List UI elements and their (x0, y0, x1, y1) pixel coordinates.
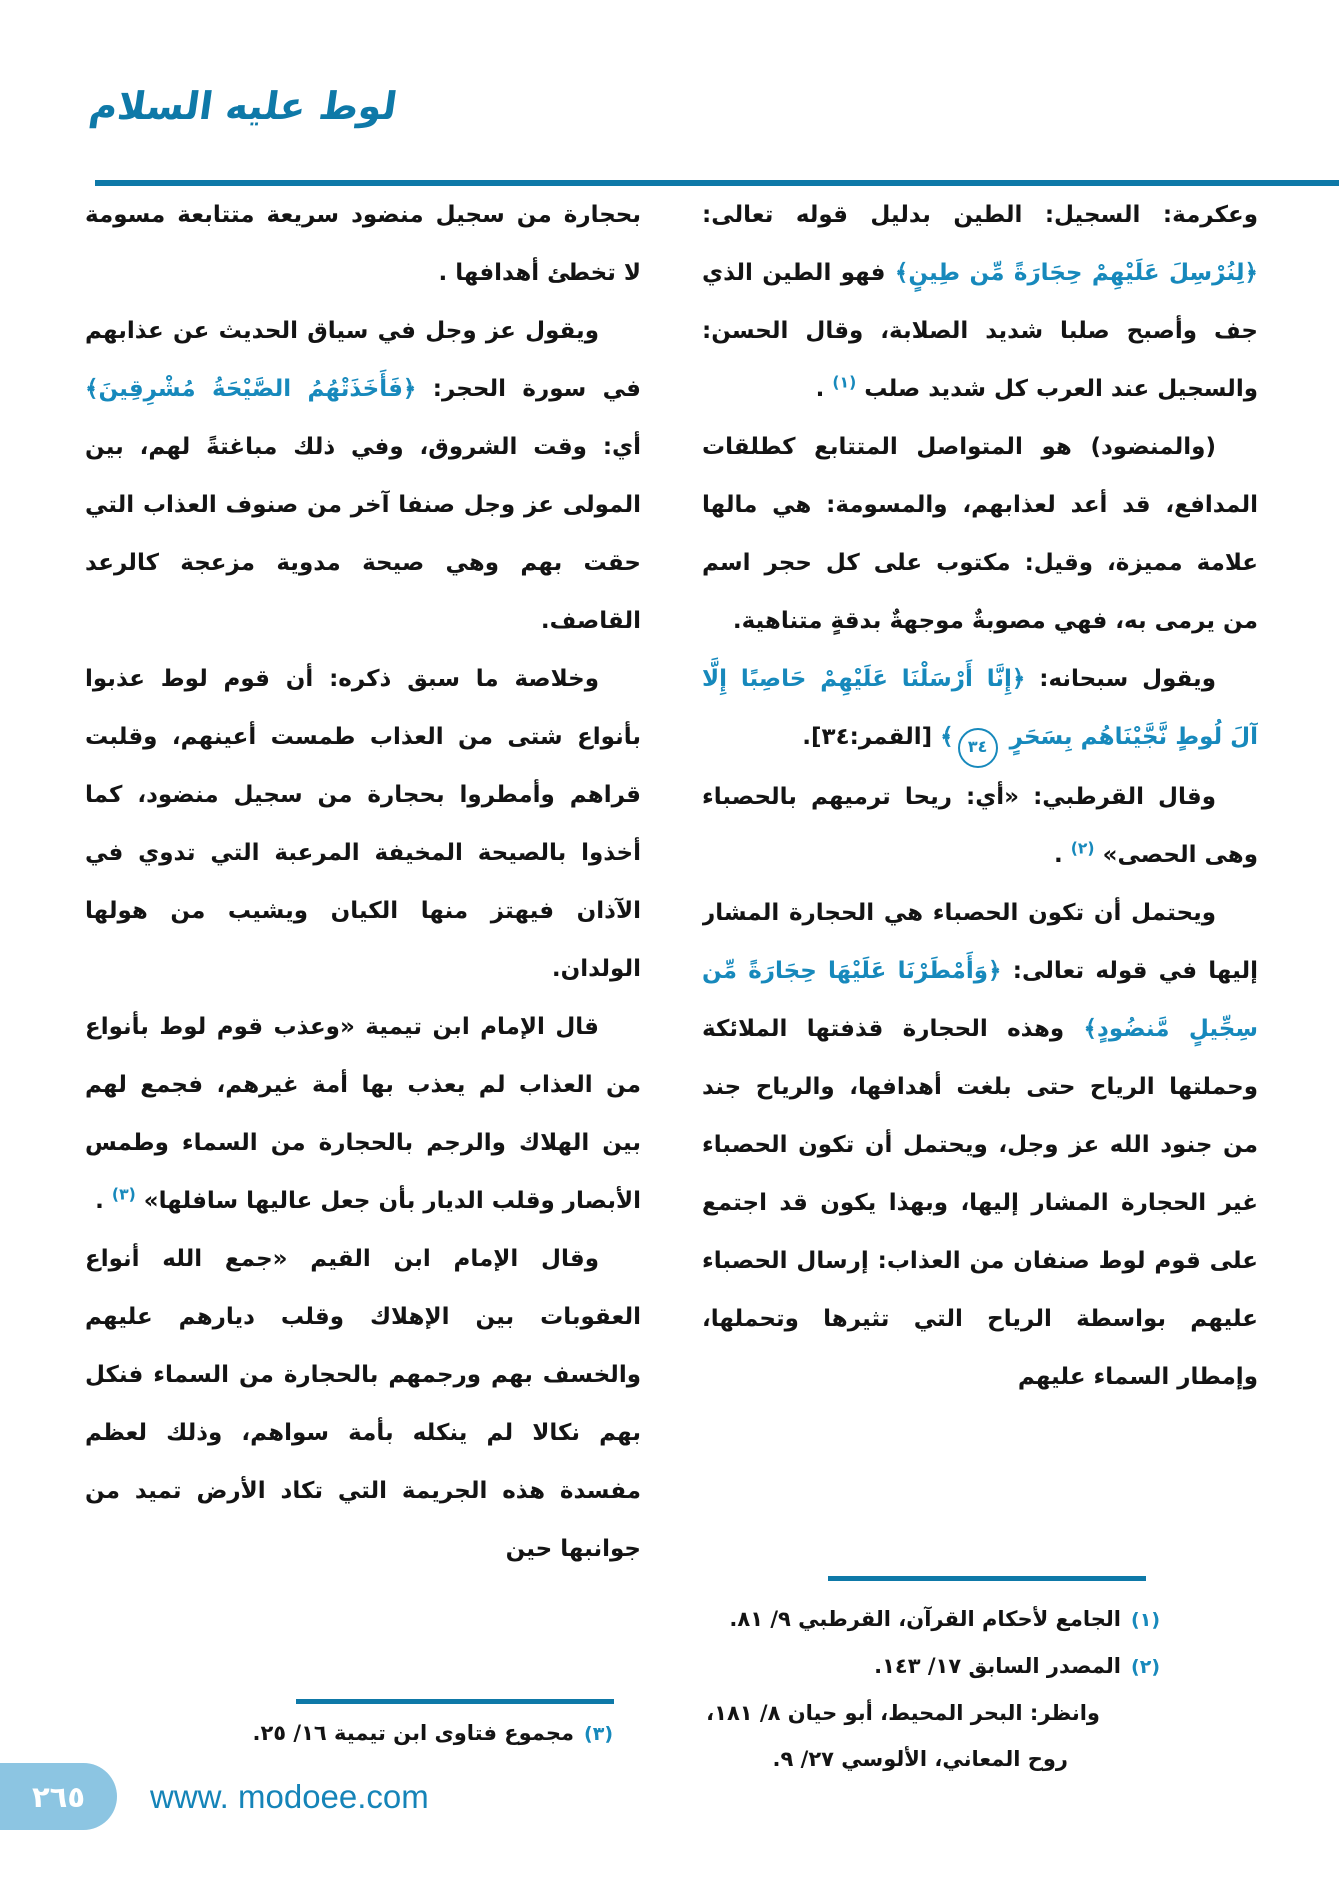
footnote-item (700, 1736, 1160, 1782)
footnote-item (700, 1643, 1160, 1690)
body-text: ويقول عز وجل في سياق الحديث عن عذابهم في سورة الحجر: (85, 318, 641, 402)
body-text: وهذه الحجارة قذفتها الملائكة وحملتها الرياح حتى بلغت أهدافها، والرياح جند من جنود الله عز وجل، ويحتمل أن تكون الحصباء غير الحجارة المشار إليها، وبهذا يكون قد اجتمع على قوم لوط صنفان من العذاب: إرسال الحصباء عليهم بواسطة الرياح التي تثيرها وتحملها، وإمطار السماء عليهم (702, 1016, 1258, 1390)
footnote-marker: (٣) (584, 1723, 613, 1745)
footnote-text: المصدر السابق ١٧/ ١٤٣. (874, 1654, 1122, 1678)
quran-verse: ﴿وَأَمْطَرْنَا عَلَيْهَا حِجَارَةً مِّن سِجِّيلٍ مَّنضُودٍ﴾ (702, 958, 1258, 1042)
body-text: وعكرمة: السجيل: الطين بدليل قوله تعالى: (702, 202, 1258, 228)
body-text: أي: وقت الشروق، وفي ذلك مباغتةً لهم، بين المولى عز وجل صنفا آخر من صنوف العذاب التي حقت بهم وهي صيحة مدوية مزعجة كالرعد القاصف. (85, 434, 641, 634)
website-url: www. modoee.com (150, 1778, 429, 1815)
footnote-item (700, 1596, 1160, 1643)
body-text: . (95, 1188, 112, 1214)
paragraph (85, 302, 641, 650)
footnote-text: مجموع فتاوى ابن تيمية ١٦/ ٢٥. (252, 1721, 575, 1745)
body-text: قال الإمام ابن تيمية «وعذب قوم لوط بأنواع من العذاب لم يعذب بها أمة غيرهم، فجمع لهم بين الهلاك والرجم بالحجارة من السماء وطمس الأبصار وقلب الديار بأن جعل عاليها سافلها» (85, 1014, 641, 1214)
body-text: بحجارة من سجيل منضود سريعة متتابعة مسومة لا تخطئ أهدافها . (85, 202, 641, 286)
body-text: [القمر:٣٤]. (802, 724, 941, 750)
body-text: وقال الإمام ابن القيم «جمع الله أنواع العقوبات بين الإهلاك وقلب ديارهم عليهم والخسف بهم ورجمهم بالحجارة من السماء فنكل بهم نكالا لم ينكله بأمة سواهم، وذلك لعظم مفسدة هذه الجريمة التي تكاد الأرض تميد من جوانبها حين (85, 1246, 641, 1562)
footnote-separator-right (828, 1576, 1146, 1581)
footnote-item (85, 1710, 613, 1757)
body-text: فهو الطين الذي جف وأصبح صلبا شديد الصلابة، وقال الحسن: والسجيل عند العرب كل شديد صلب (702, 260, 1258, 402)
body-text: وخلاصة ما سبق ذكره: أن قوم لوط عذبوا بأنواع شتى من العذاب طمست أعينهم، وقلبت قراهم وأمطروا بحجارة من سجيل منضود، كما أخذوا بالصيحة المخيفة المرعبة التي تدوي في الآذان فيهتز منها الكيان ويشيب من هولها الولدان. (85, 666, 641, 982)
quran-verse: ﴿فَأَخَذَتْهُمُ الصَّيْحَةُ مُشْرِقِينَ﴾ (85, 376, 417, 402)
paragraph (85, 1230, 641, 1578)
paragraph (702, 884, 1258, 1406)
footnote-marker: (١) (1131, 1609, 1160, 1631)
footnote-marker: (١) (832, 372, 857, 392)
body-text: (والمنضود) هو المتواصل المتتابع كطلقات المدافع، قد أعد لعذابهم، والمسومة: هي مالها علامة مميزة، وقيل: مكتوب على كل حجر اسم من يرمى به، فهي مصوبةٌ موجهةٌ بدقةٍ متناهية. (702, 434, 1258, 634)
paragraph (702, 650, 1258, 768)
paragraph (85, 998, 641, 1230)
footnote-marker: (٢) (1131, 1656, 1160, 1678)
paragraph (702, 418, 1258, 650)
footnotes-left (85, 1710, 613, 1757)
footnote-text: الجامع لأحكام القرآن، القرطبي ٩/ ٨١. (729, 1607, 1122, 1631)
body-text: . (815, 376, 833, 402)
footnote-marker: (٢) (1070, 838, 1095, 858)
footnote-text: وانظر: البحر المحيط، أبو حيان ٨/ ١٨١، (706, 1701, 1100, 1725)
ayah-number-badge: ٣٤ (958, 728, 998, 768)
page-number: ٢٦٥ (31, 1779, 86, 1814)
quran-verse: ﴿إِنَّا أَرْسَلْنَا عَلَيْهِمْ حَاصِبًا إِلَّا آلَ لُوطٍ نَّجَّيْنَاهُم بِسَحَرٍ (702, 666, 1258, 750)
quran-verse: ﴿لِنُرْسِلَ عَلَيْهِمْ حِجَارَةً مِّن طِينٍ﴾ (894, 260, 1258, 286)
quran-verse: ﴾ (940, 724, 954, 750)
body-text: . (1053, 842, 1071, 868)
footnote-item (700, 1690, 1160, 1736)
text-column-right (702, 186, 1258, 1570)
footnotes-right (700, 1596, 1160, 1782)
chapter-title-calligraphy: لوط عليه السلام (86, 84, 400, 128)
paragraph (85, 650, 641, 998)
footnote-marker: (٣) (111, 1184, 136, 1204)
body-text: وقال القرطبي: «أي: ريحا ترميهم بالحصباء وهى الحصى» (702, 784, 1258, 868)
paragraph (85, 186, 641, 302)
body-text: ويحتمل أن تكون الحصباء هي الحجارة المشار إليها في قوله تعالى: (702, 900, 1258, 984)
footnote-separator-left (296, 1699, 614, 1704)
paragraph (702, 768, 1258, 884)
text-column-left (85, 186, 641, 1692)
body-text: ويقول سبحانه: (1025, 666, 1216, 692)
paragraph (702, 186, 1258, 418)
footnote-text: روح المعاني، الألوسي ٢٧/ ٩. (772, 1747, 1068, 1771)
page-number-badge (0, 1763, 117, 1830)
